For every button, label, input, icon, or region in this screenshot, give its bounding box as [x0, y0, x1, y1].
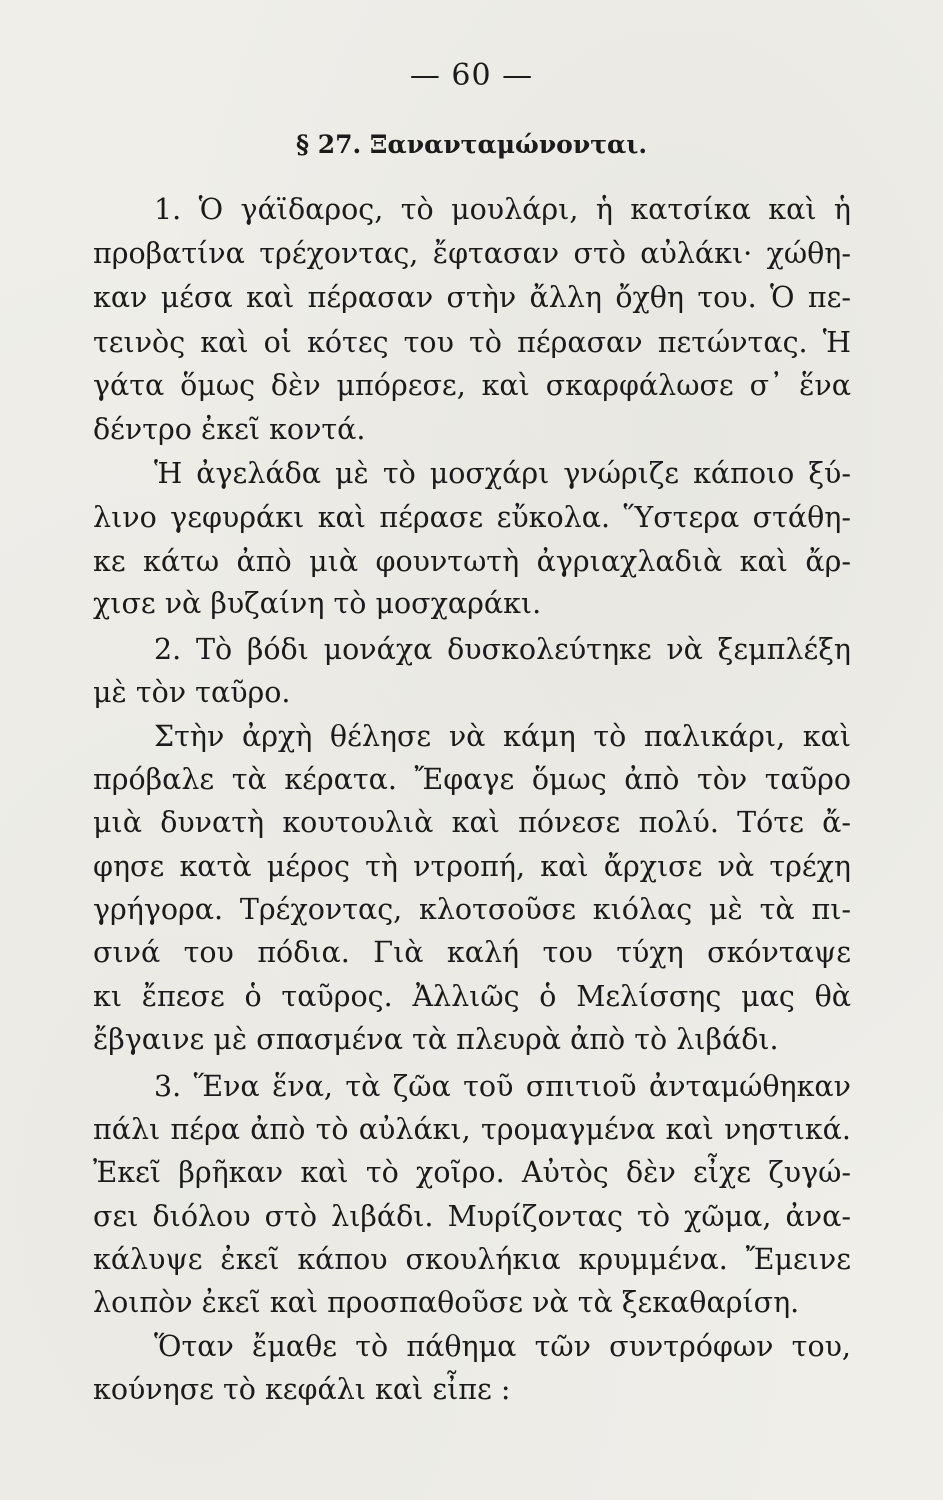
text-line: γρήγορα. Τρέχοντας, κλοτσοῦσε κιόλας μὲ τὰ πι- — [93, 893, 851, 926]
text-line: σινά του πόδια. Γιὰ καλή του τύχη σκόνταψε — [93, 936, 851, 969]
text-line: τεινὸς καὶ οἱ κότες του τὸ πέρασαν πετώντας. Ἡ — [93, 326, 851, 359]
page-number: — 60 — — [409, 58, 534, 93]
text-line: πάλι πέρα ἀπὸ τὸ αὐλάκι, τρομαγμένα καὶ νηστικά. — [93, 1113, 851, 1146]
text-line: Ἡ ἀγελάδα μὲ τὸ μοσχάρι γνώριζε κάποιο ξύ- — [154, 457, 851, 490]
text-line: κούνησε τὸ κεφάλι καὶ εἶπε : — [93, 1373, 511, 1406]
text-line: γάτα ὅμως δὲν μπόρεσε, καὶ σκαρφάλωσε σ᾽ ἕνα — [93, 369, 851, 402]
text-line: κε κάτω ἀπὸ μιὰ φουντωτὴ ἀγριαχλαδιὰ καὶ ἄρ- — [93, 545, 851, 578]
text-line: 3. Ἕνα ἕνα, τὰ ζῶα τοῦ σπιτιοῦ ἀνταμώθηκαν — [154, 1070, 851, 1103]
section-title: § 27. Ξανανταμώνονται. — [295, 130, 648, 159]
text-line: ἔβγαινε μὲ σπασμένα τὰ πλευρὰ ἀπὸ τὸ λιβάδι. — [93, 1023, 779, 1056]
text-line: σει διόλου στὸ λιβάδι. Μυρίζοντας τὸ χῶμα, ἀνα- — [93, 1200, 851, 1233]
text-line: μὲ τὸν ταῦρο. — [93, 676, 291, 709]
text-line: λοιπὸν ἐκεῖ καὶ προσπαθοῦσε νὰ τὰ ξεκαθαρίση. — [93, 1286, 800, 1319]
text-line: 2. Τὸ βόδι μονάχα δυσκολεύτηκε νὰ ξεμπλέξη — [154, 633, 851, 666]
text-line: λινο γεφυράκι καὶ πέρασε εὔκολα. Ὕστερα στάθη- — [93, 501, 851, 534]
text-line: Ὅταν ἔμαθε τὸ πάθημα τῶν συντρόφων του, — [154, 1330, 851, 1363]
text-line: προβατίνα τρέχοντας, ἔφτασαν στὸ αὐλάκι· χώθη- — [93, 237, 851, 270]
text-line: χισε νὰ βυζαίνη τὸ μοσχαράκι. — [93, 587, 542, 620]
text-line: καν μέσα καὶ πέρασαν στὴν ἄλλη ὄχθη του. Ὁ πε- — [93, 281, 851, 314]
text-line: φησε κατὰ μέρος τὴ ντροπή, καὶ ἄρχισε νὰ τρέχη — [93, 850, 851, 883]
text-line: κάλυψε ἐκεῖ κάπου σκουλήκια κρυμμένα. Ἔμεινε — [93, 1243, 851, 1276]
text-line: Ἐκεῖ βρῆκαν καὶ τὸ χοῖρο. Αὐτὸς δὲν εἶχε ζυγώ- — [93, 1156, 851, 1189]
text-line: δέντρο ἐκεῖ κοντά. — [93, 413, 366, 446]
text-line: κι ἔπεσε ὁ ταῦρος. Ἀλλιῶς ὁ Μελίσσης μας θὰ — [93, 980, 851, 1013]
text-line: πρόβαλε τὰ κέρατα. Ἔφαγε ὅμως ἀπὸ τὸν ταῦρο — [93, 763, 851, 796]
text-line: Στὴν ἀρχὴ θέλησε νὰ κάμη τὸ παλικάρι, καὶ — [154, 720, 851, 753]
text-line: 1. Ὁ γάϊδαρος, τὸ μουλάρι, ἡ κατσίκα καὶ ἡ — [154, 193, 851, 226]
text-line: μιὰ δυνατὴ κουτουλιὰ καὶ πόνεσε πολύ. Τότε ἄ- — [93, 806, 851, 839]
